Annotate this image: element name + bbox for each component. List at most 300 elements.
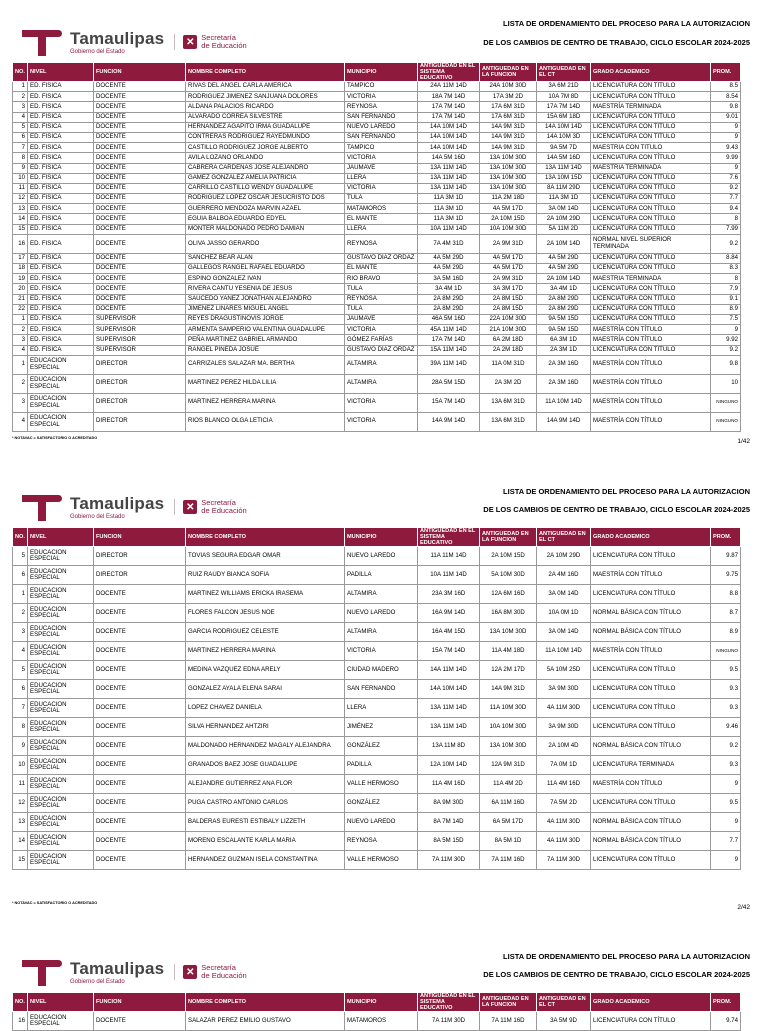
table-cell: 13A 6M 31D (480, 412, 537, 431)
table-cell: 4 (13, 642, 28, 661)
table-cell: LICENCIATURA CON TÍTULO (591, 153, 711, 163)
table-cell: GONZÁLEZ (345, 794, 418, 813)
table-cell: 14A 9M 31D (480, 680, 537, 699)
table-cell: 12A 2M 17D (480, 661, 537, 680)
table-cell: 3A 0M 14D (537, 585, 591, 604)
tamaulipas-logo (22, 958, 247, 986)
table-cell: 15 (13, 851, 28, 870)
assignment-table-page-2 (12, 527, 741, 870)
table-cell: 2A 8M 29D (537, 294, 591, 304)
footnote: * NOTAVAC = SATISFACTORIO O ACREDITADO (12, 901, 98, 905)
table-cell: 8 (711, 274, 741, 284)
table-cell: EDUCACION ESPECIAL (28, 718, 94, 737)
tamaulipas-mark-icon (22, 493, 66, 521)
table-cell: 22 (13, 304, 28, 314)
table-cell: DOCENTE (94, 234, 186, 253)
table-row (13, 82, 741, 92)
table-row (13, 284, 741, 294)
tamaulipas-logo (22, 28, 247, 56)
table-cell: 13A 11M 14D (537, 163, 591, 173)
column-header: GRADO ACADEMICO (591, 528, 711, 547)
table-cell: GALLEGOS RANGEL RAFAEL EDUARDO (186, 264, 345, 274)
column-header: NOMBRE COMPLETO (186, 528, 345, 547)
table-cell: MAESTRÍA CON TÍTULO (591, 566, 711, 585)
table-cell: 9.5 (711, 661, 741, 680)
table-cell: 5A 10M 25D (537, 661, 591, 680)
table-cell: JIMENEZ LINARES MIGUEL ANGEL (186, 304, 345, 314)
table-cell: 2 (13, 325, 28, 335)
table-cell: 3A 5M 16D (418, 274, 480, 284)
table-cell: MAESTRIA CON TITULO (591, 143, 711, 153)
table-cell: 6 (13, 566, 28, 585)
table-header (13, 528, 741, 547)
table-cell: 9A 5M 15D (537, 325, 591, 335)
table-cell: MAESTRÍA CON TÍTULO (591, 775, 711, 794)
table-cell: ED. FISICA (28, 314, 94, 324)
table-cell: LLERA (345, 173, 418, 183)
table-cell: 12 (13, 194, 28, 204)
table-cell: 2A 3M 2D (480, 374, 537, 393)
table-row (13, 173, 741, 183)
table-cell: NUEVO LAREDO (345, 122, 418, 132)
table-cell: 4A 5M 29D (537, 253, 591, 263)
table-cell: 11A 4M 16D (537, 775, 591, 794)
table-cell: ALVARADO CORREA SILVESTRE (186, 112, 345, 122)
table-cell: DOCENTE (94, 832, 186, 851)
table-cell: 9.3 (711, 699, 741, 718)
table-cell: 11 (13, 775, 28, 794)
table-cell: LICENCIATURA CON TÍTULO (591, 585, 711, 604)
table-cell: EDUCACION ESPECIAL (28, 832, 94, 851)
table-cell: SUPERVISOR (94, 345, 186, 355)
page-number: 2/42 (737, 904, 750, 911)
table-cell: VALLE HERMOSO (345, 775, 418, 794)
table-row (13, 813, 741, 832)
column-header: PROM. (711, 63, 741, 82)
table-cell: 9.74 (711, 1012, 741, 1031)
table-cell: 13A 10M 30D (480, 623, 537, 642)
table-cell: PADILLA (345, 566, 418, 585)
table-row (13, 92, 741, 102)
table-cell: DOCENTE (94, 813, 186, 832)
table-cell: LICENCIATURA CON TÍTULO (591, 82, 711, 92)
table-cell: 4A 11M 30D (537, 832, 591, 851)
brand-subtitle: Gobierno del Estado (70, 978, 125, 985)
table-cell: 8.54 (711, 92, 741, 102)
table-cell: LICENCIATURA CON TÍTULO (591, 204, 711, 214)
brand-subtitle: Gobierno del Estado (70, 48, 125, 55)
column-header: ANTIGUEDAD EN LA FUNCION (480, 993, 537, 1012)
table-cell: 4A 5M 29D (418, 264, 480, 274)
table-cell: ED. FISICA (28, 335, 94, 345)
table-cell: LICENCIATURA TERMINADA (591, 756, 711, 775)
column-header: NIVEL (28, 63, 94, 82)
table-cell: CARRIZALES SALAZAR MA. BERTHA (186, 355, 345, 374)
table-cell: 14A 9M 31D (480, 122, 537, 132)
table-cell: 3 (13, 393, 28, 412)
table-cell: VICTORIA (345, 153, 418, 163)
table-cell: MARTINEZ HERRERA MARINA (186, 642, 345, 661)
table-cell: OLIVA JASSO GERARDO (186, 234, 345, 253)
table-row (13, 194, 741, 204)
table-cell: DOCENTE (94, 294, 186, 304)
table-cell: GUSTAVO DÍAZ ORDAZ (345, 345, 418, 355)
table-cell: 4 (13, 345, 28, 355)
table-cell: REYES DRAGUSTINOVIS JORGE (186, 314, 345, 324)
table-row (13, 794, 741, 813)
table-cell: MAESTRIA TERMINADA (591, 163, 711, 173)
column-header: ANTIGUEDAD EN LA FUNCION (480, 528, 537, 547)
table-cell: LICENCIATURA CON TÍTULO (591, 112, 711, 122)
table-cell: 2A 9M 31D (480, 234, 537, 253)
table-cell: VICTORIA (345, 642, 418, 661)
table-cell: NORMAL BÁSICA CON TÍTULO (591, 813, 711, 832)
table-cell: 11A 3M 1D (418, 204, 480, 214)
table-cell: 9.2 (711, 345, 741, 355)
table-row (13, 122, 741, 132)
table-cell: 7.99 (711, 224, 741, 234)
table-cell: ED. FISICA (28, 234, 94, 253)
table-cell: 8.5 (711, 82, 741, 92)
secretaria-logo (174, 499, 246, 516)
table-cell: REYNOSA (345, 832, 418, 851)
table-cell: ED. FISICA (28, 173, 94, 183)
table-cell: RANGEL PINEDA JOSUE (186, 345, 345, 355)
table-cell: RODRIGUEZ JIMENEZ SANJUANA DOLORES (186, 92, 345, 102)
table-cell: 17 (13, 253, 28, 263)
table-cell: 15A 7M 14D (418, 642, 480, 661)
table-cell: 8.8 (711, 585, 741, 604)
table-cell: 17A 3M 2D (480, 92, 537, 102)
table-row (13, 393, 741, 412)
table-cell: 3A 5M 9D (537, 1012, 591, 1031)
table-row (13, 345, 741, 355)
table-row (13, 566, 741, 585)
table-cell: LICENCIATURA CON TÍTULO (591, 194, 711, 204)
table-cell: EDUCACION ESPECIAL (28, 604, 94, 623)
table-cell: 8 (711, 214, 741, 224)
table-cell: 10 (13, 173, 28, 183)
table-cell: 24A 11M 14D (418, 82, 480, 92)
table-cell: 14A 5M 16D (418, 153, 480, 163)
table-cell: ED. FISICA (28, 143, 94, 153)
table-cell: ED. FISICA (28, 294, 94, 304)
table-cell: DOCENTE (94, 699, 186, 718)
table-cell: 12A 9M 31D (480, 756, 537, 775)
table-cell: 14A 5M 16D (537, 153, 591, 163)
table-cell: RUIZ RAUDY BIANCA SOFIA (186, 566, 345, 585)
brand-name: Tamaulipas (70, 958, 165, 978)
table-cell: 17A 6M 31D (480, 112, 537, 122)
table-cell: 7A 11M 30D (418, 851, 480, 870)
table-cell: LICENCIATURA CON TÍTULO (591, 264, 711, 274)
table-cell: 14A 10M 14D (537, 122, 591, 132)
table-row (13, 234, 741, 253)
table-row (13, 737, 741, 756)
table-cell: GUSTAVO DÍAZ ORDAZ (345, 253, 418, 263)
secretaria-logo (174, 964, 246, 981)
secretaria-seal-icon: ✕ (183, 500, 197, 514)
table-cell: TULA (345, 194, 418, 204)
column-header: MUNICIPIO (345, 528, 418, 547)
column-header: NO. (13, 993, 28, 1012)
table-cell: 4A 5M 29D (537, 264, 591, 274)
table-cell: SILVA HERNANDEZ AHTZIRI (186, 718, 345, 737)
table-cell: 4A 5M 17D (480, 253, 537, 263)
table-cell: TOVIAS SEGURA EDGAR OMAR (186, 547, 345, 566)
table-cell: 8 (13, 153, 28, 163)
table-row (13, 294, 741, 304)
table-cell: 2A 3M 16D (537, 355, 591, 374)
column-header: NIVEL (28, 993, 94, 1012)
table-cell: DOCENTE (94, 92, 186, 102)
table-cell: 2A 8M 15D (480, 294, 537, 304)
column-header: FUNCION (94, 528, 186, 547)
table-cell: ED. FISICA (28, 102, 94, 112)
table-cell: EDUCACION ESPECIAL (28, 642, 94, 661)
table-cell: 39A 11M 14D (418, 355, 480, 374)
table-cell: EDUCACION ESPECIAL (28, 374, 94, 393)
table-cell: 9A 5M 15D (537, 314, 591, 324)
table-cell: 28A 5M 15D (418, 374, 480, 393)
table-cell: MAESTRÍA CON TÍTULO (591, 374, 711, 393)
table-cell: 9.43 (711, 143, 741, 153)
table-cell: 10A 7M 8D (537, 92, 591, 102)
table-cell: 9.2 (711, 183, 741, 193)
table-cell: VICTORIA (345, 92, 418, 102)
table-row (13, 214, 741, 224)
table-cell: 2A 10M 14D (537, 274, 591, 284)
table-cell: 3A 0M 14D (537, 623, 591, 642)
table-cell: DIRECTOR (94, 393, 186, 412)
table-cell: GONZALEZ AYALA ELENA SARAI (186, 680, 345, 699)
table-cell: DOCENTE (94, 153, 186, 163)
table-row (13, 112, 741, 122)
table-row (13, 335, 741, 345)
table-cell: 21 (13, 294, 28, 304)
table-cell: LICENCIATURA CON TÍTULO (591, 183, 711, 193)
table-cell: DIRECTOR (94, 374, 186, 393)
table-cell: LICENCIATURA CON TÍTULO (591, 699, 711, 718)
table-cell: 24A 10M 30D (480, 82, 537, 92)
table-cell: 11A 2M 18D (480, 194, 537, 204)
table-cell: 11A 3M 1D (537, 194, 591, 204)
table-cell: 13A 11M 14D (418, 183, 480, 193)
table-row (13, 163, 741, 173)
table-cell: MALDONADO HERNANDEZ MAGALY ALEJANDRA (186, 737, 345, 756)
table-cell: 9.99 (711, 153, 741, 163)
table-cell: DOCENTE (94, 661, 186, 680)
table-cell: VICTORIA (345, 183, 418, 193)
table-cell: 2A 10M 15D (480, 547, 537, 566)
table-cell: CARRILLO CASTILLO WENDY GUADALUPE (186, 183, 345, 193)
tamaulipas-logo (22, 493, 247, 521)
table-cell: MAESTRÍA CON TÍTULO (591, 393, 711, 412)
table-cell: REYNOSA (345, 294, 418, 304)
table-cell: 16A 9M 14D (418, 604, 480, 623)
table-cell: 1 (13, 82, 28, 92)
table-cell: 9 (711, 325, 741, 335)
table-cell: DOCENTE (94, 224, 186, 234)
table-cell: 7 (13, 699, 28, 718)
table-cell: 8.7 (711, 604, 741, 623)
table-cell: NUEVO LAREDO (345, 547, 418, 566)
table-cell: 14A 9M 31D (480, 143, 537, 153)
table-cell: RIO BRAVO (345, 274, 418, 284)
table-cell: 22A 10M 30D (480, 314, 537, 324)
table-cell: 7.5 (711, 314, 741, 324)
table-cell: 2A 10M 14D (537, 234, 591, 253)
table-cell: LICENCIATURA CON TÍTULO (591, 294, 711, 304)
table-cell: DOCENTE (94, 851, 186, 870)
table-cell: 8A 7M 14D (418, 813, 480, 832)
table-cell: 14 (13, 832, 28, 851)
table-cell: 18 (13, 264, 28, 274)
table-cell: DOCENTE (94, 253, 186, 263)
table-cell: 10 (13, 756, 28, 775)
table-cell: TAMPICO (345, 82, 418, 92)
table-cell: LICENCIATURA CON TÍTULO (591, 284, 711, 294)
table-cell: JIMÉNEZ (345, 718, 418, 737)
table-cell: 2A 3M 1D (537, 345, 591, 355)
doc-title-line1: LISTA DE ORDENAMIENTO DEL PROCESO PARA LA AUTORIZACION (503, 19, 750, 28)
table-cell: LLERA (345, 224, 418, 234)
table-cell: 13A 11M 8D (418, 737, 480, 756)
table-cell: CABRERA CARDENAS JOSE ALEJANDRO (186, 163, 345, 173)
table-cell: 14 (13, 214, 28, 224)
secretaria-line1: Secretaría (201, 497, 236, 507)
table-cell: HERNANDEZ AGAPITO IRMA GUADALUPE (186, 122, 345, 132)
table-cell: 17A 7M 14D (418, 102, 480, 112)
table-cell: 1 (13, 355, 28, 374)
doc-title-line2: DE LOS CAMBIOS DE CENTRO DE TRABAJO, CICLO ESCOLAR 2024-2025 (483, 38, 750, 47)
table-cell: MARTINEZ PEREZ HILDA LILIA (186, 374, 345, 393)
table-cell: 17A 7M 14D (418, 335, 480, 345)
table-cell: LICENCIATURA CON TÍTULO (591, 224, 711, 234)
column-header: PROM. (711, 528, 741, 547)
table-cell: 9.46 (711, 718, 741, 737)
table-cell: DOCENTE (94, 756, 186, 775)
table-cell: 10A 10M 30D (480, 718, 537, 737)
table-cell: 9 (711, 813, 741, 832)
table-cell: 20 (13, 284, 28, 294)
table-cell: 4A 5M 29D (418, 253, 480, 263)
table-cell: 11A 4M 18D (480, 642, 537, 661)
table-row (13, 623, 741, 642)
table-cell: DOCENTE (94, 284, 186, 294)
table-row (13, 253, 741, 263)
table-cell: 4A 5M 17D (480, 204, 537, 214)
table-cell: 2A 10M 29D (537, 214, 591, 224)
table-cell: 13A 10M 30D (480, 183, 537, 193)
table-cell: GAMEZ GONZALEZ AMELIA PATRICIA (186, 173, 345, 183)
column-header: PROM. (711, 993, 741, 1012)
table-cell: EL MANTE (345, 214, 418, 224)
table-cell: EDUCACION ESPECIAL (28, 412, 94, 431)
table-cell: 14A 11M 14D (418, 661, 480, 680)
table-cell: LICENCIATURA CON TÍTULO (591, 680, 711, 699)
table-cell: RODRIGUEZ LOPEZ OSCAR JESUCRISTO DOS (186, 194, 345, 204)
table-cell: ED. FISICA (28, 132, 94, 142)
table-row (13, 547, 741, 566)
table-cell: 9.3 (711, 680, 741, 699)
table-cell: 13 (13, 813, 28, 832)
table-cell: MARTINEZ HERRERA MARINA (186, 393, 345, 412)
table-cell: 15 (13, 224, 28, 234)
table-cell: SUPERVISOR (94, 325, 186, 335)
table-cell: MAESTRIA TERMINADA (591, 274, 711, 284)
table-cell: HERNANDEZ GUZMAN ISELA CONSTANTINA (186, 851, 345, 870)
table-cell: ED. FISICA (28, 284, 94, 294)
table-cell: 9A 5M 7D (537, 143, 591, 153)
table-cell: EDUCACION ESPECIAL (28, 851, 94, 870)
table-cell: 3A 9M 30D (537, 680, 591, 699)
table-cell: 14A 10M 3D (537, 132, 591, 142)
secretaria-seal-icon: ✕ (183, 35, 197, 49)
table-cell: 9.75 (711, 566, 741, 585)
table-cell: LLERA (345, 699, 418, 718)
table-cell: 2A 8M 15D (480, 304, 537, 314)
table-header (13, 63, 741, 82)
table-cell: SALAZAR PEREZ EMILIO GUSTAVO (186, 1012, 345, 1031)
table-cell: 3 (13, 102, 28, 112)
table-cell: 3 (13, 335, 28, 345)
table-cell: LICENCIATURA CON TÍTULO (591, 718, 711, 737)
table-cell: ED. FISICA (28, 304, 94, 314)
table-cell: 2A 8M 29D (418, 304, 480, 314)
table-cell: ED. FISICA (28, 214, 94, 224)
table-cell: 2A 10M 4D (537, 737, 591, 756)
column-header: NOMBRE COMPLETO (186, 63, 345, 82)
table-cell: NORMAL BÁSICA CON TÍTULO (591, 604, 711, 623)
table-cell: 4A 11M 30D (537, 699, 591, 718)
table-cell: 11A 4M 16D (418, 775, 480, 794)
table-cell: ALTAMIRA (345, 623, 418, 642)
table-cell: RIVERA CANTU YESENIA DE JESUS (186, 284, 345, 294)
tamaulipas-mark-icon (22, 958, 66, 986)
table-cell: 14A 9M 14D (418, 412, 480, 431)
table-cell: 2A 3M 16D (537, 374, 591, 393)
table-cell: LICENCIATURA CON TÍTULO (591, 345, 711, 355)
table-cell: LICENCIATURA CON TÍTULO (591, 547, 711, 566)
table-cell: LICENCIATURA CON TÍTULO (591, 122, 711, 132)
table-cell: 9 (13, 163, 28, 173)
table-cell: SAUCEDO YAÑEZ JONATHAN ALEJANDRO (186, 294, 345, 304)
table-cell: SUPERVISOR (94, 314, 186, 324)
table-cell: 4 (13, 112, 28, 122)
doc-title-line2: DE LOS CAMBIOS DE CENTRO DE TRABAJO, CICLO ESCOLAR 2024-2025 (483, 505, 750, 514)
table-row (13, 642, 741, 661)
table-cell: 8.9 (711, 623, 741, 642)
table-cell: ED. FISICA (28, 224, 94, 234)
table-cell: LICENCIATURA CON TÍTULO (591, 214, 711, 224)
table-cell: VALLE HERMOSO (345, 851, 418, 870)
table-cell: 3A 9M 30D (537, 718, 591, 737)
table-cell: DOCENTE (94, 718, 186, 737)
table-cell: ARMENTA SAMPERIO VALENTINA GUADALUPE (186, 325, 345, 335)
table-cell: MAESTRÍA CON TÍTULO (591, 412, 711, 431)
table-cell: 13A 10M 30D (480, 163, 537, 173)
table-cell: 6 (13, 680, 28, 699)
secretaria-line2: de Educación (201, 41, 247, 50)
table-cell: 16A 4M 15D (418, 623, 480, 642)
column-header: GRADO ACADEMICO (591, 63, 711, 82)
table-cell: SUPERVISOR (94, 335, 186, 345)
table-cell: LICENCIATURA CON TÍTULO (591, 851, 711, 870)
table-cell: 2A 9M 31D (480, 274, 537, 284)
table-cell: LOPEZ CHAVEZ DANIELA (186, 699, 345, 718)
tamaulipas-mark-icon (22, 28, 66, 56)
